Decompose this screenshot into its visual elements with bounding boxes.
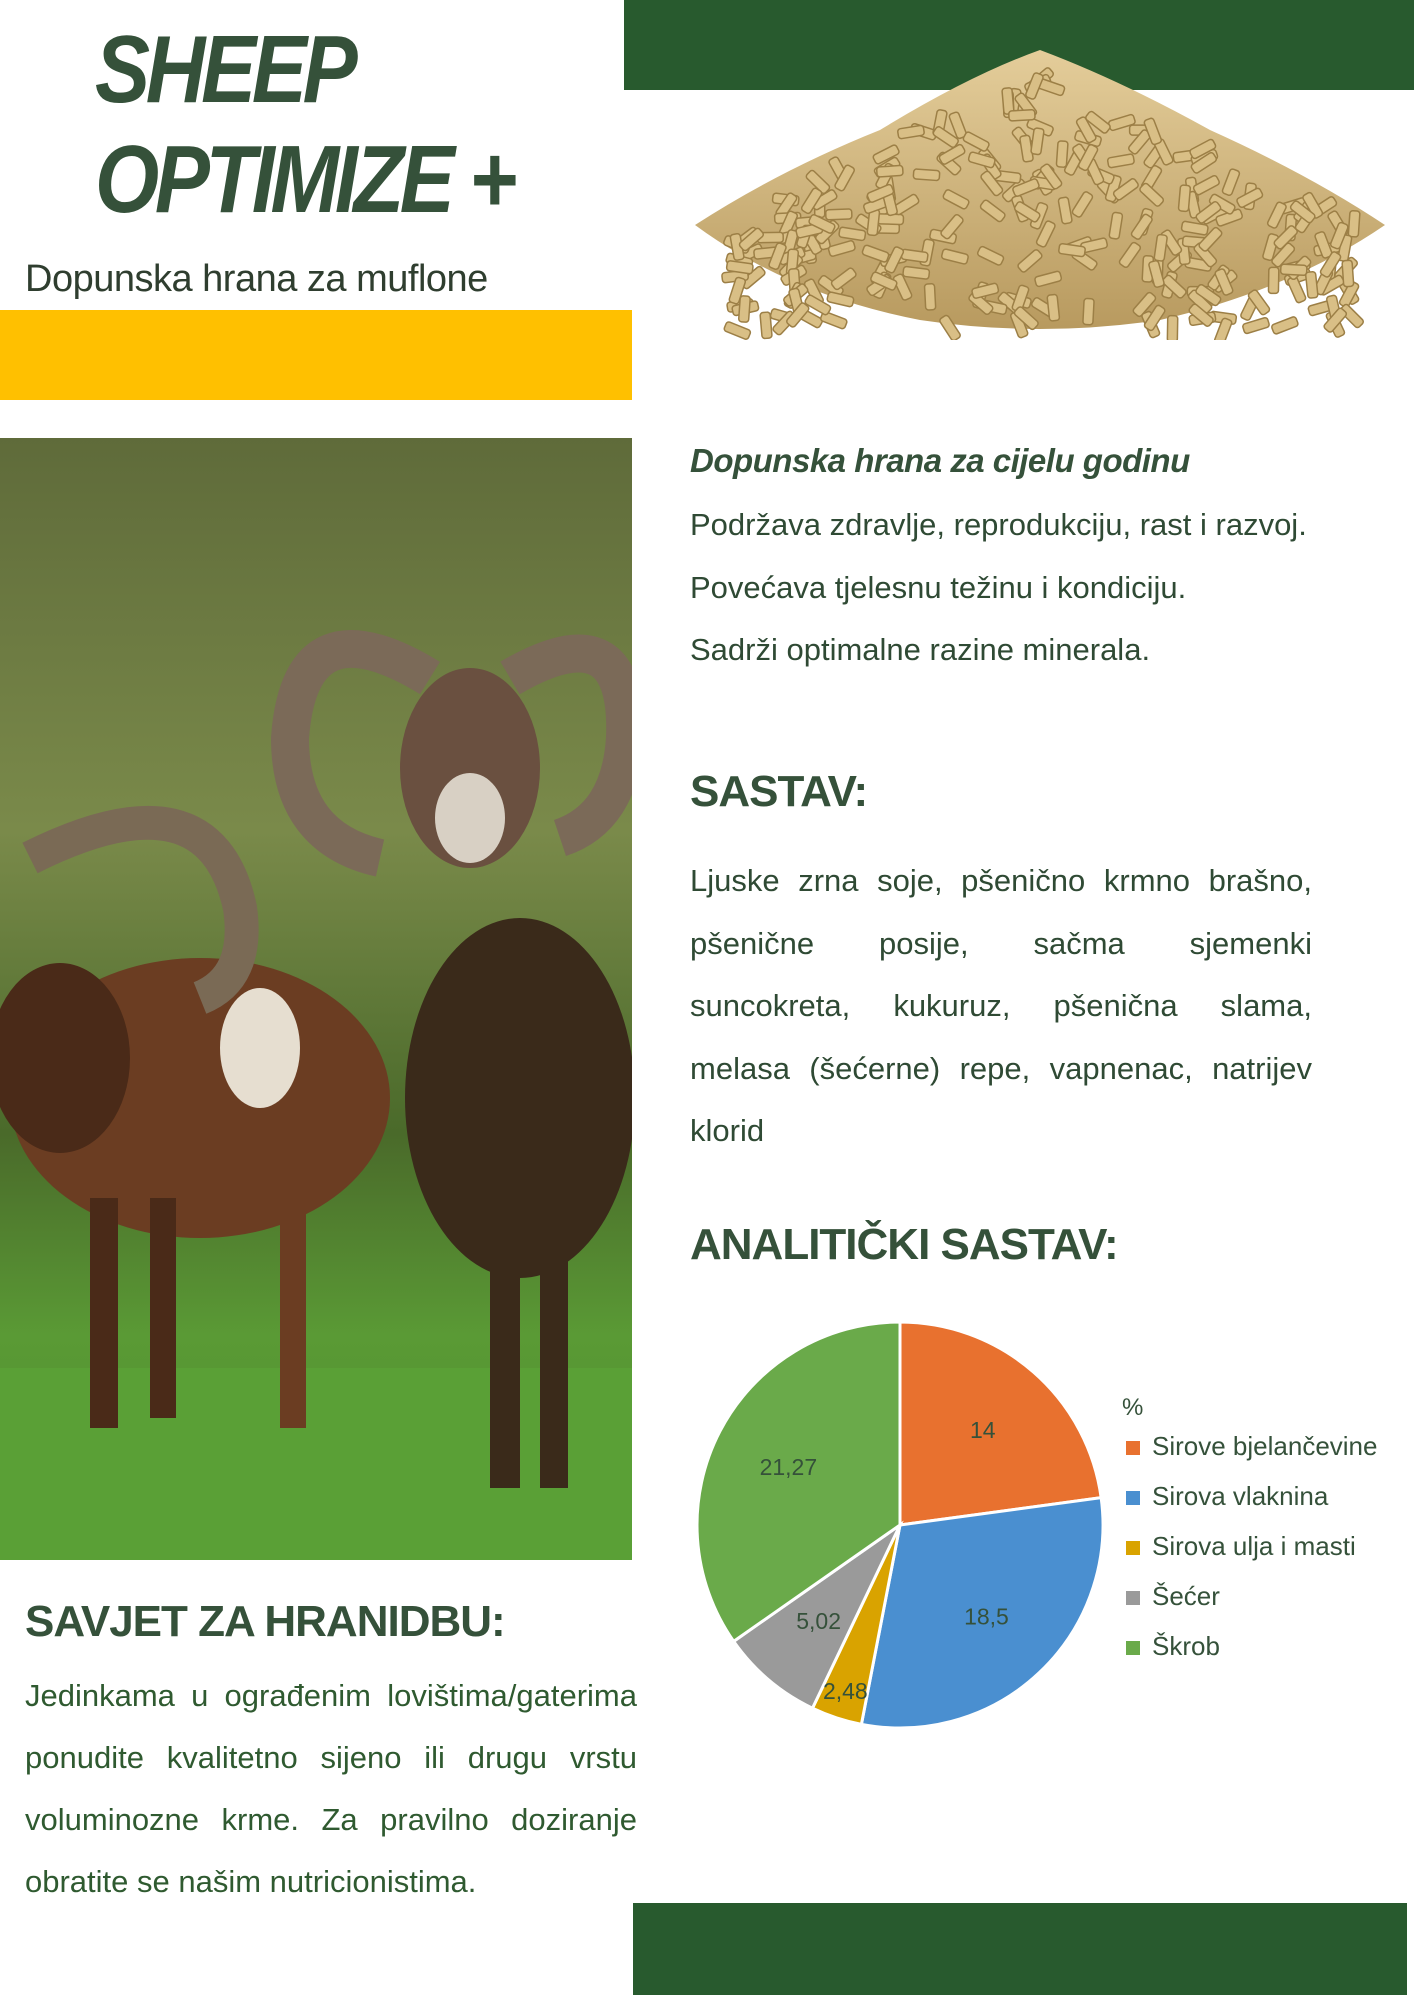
legend-label: Sirova vlaknina [1152,1481,1329,1511]
product-title-line2: OPTIMIZE + [95,126,514,233]
legend-swatch [1126,1641,1140,1655]
benefit-item: Podržava zdravlje, reprodukciju, rast i razvoj. [690,507,1307,542]
pie-data-label: 21,27 [759,1453,818,1480]
pie-slice [900,1322,1101,1525]
legend-label: Sirova ulja i masti [1152,1531,1356,1561]
benefits-heading: Dopunska hrana za cijelu godinu [690,442,1190,479]
composition-heading: SASTAV: [690,767,868,816]
feeding-tips-heading: SAVJET ZA HRANIDBU: [25,1597,505,1646]
legend-label: Šećer [1152,1581,1220,1611]
legend-label: Škrob [1152,1631,1220,1661]
legend-title: % [1122,1394,1144,1421]
legend-swatch [1126,1441,1140,1455]
legend-swatch [1126,1591,1140,1605]
benefit-item: Povećava tjelesnu težinu i kondiciju. [690,570,1187,605]
pie-data-label: 14 [969,1417,996,1444]
pie-data-label: 18,5 [964,1603,1009,1630]
pie-data-label: 2,48 [822,1677,868,1704]
analysis-pie-chart [690,1305,1380,1755]
feed-pellets-image [690,20,1390,340]
legend-label: Sirove bjelančevine [1152,1431,1378,1461]
legend-swatch [1126,1491,1140,1505]
analysis-heading: ANALITIČKI SASTAV: [690,1220,1118,1269]
legend-swatch [1126,1541,1140,1555]
pie-data-label: 5,02 [796,1608,842,1635]
bottom-green-band [633,1903,1407,1995]
product-subtitle: Dopunska hrana za muflone [25,258,488,300]
composition-text: Ljuske zrna soje, pšenično krmno brašno, pšenične posije, sačma sjemenki suncokreta, kukuruz, pšenična slama, melasa (šećerne) repe, vapnenac, natrijev klorid [690,863,1312,1148]
product-title-line1: SHEEP [95,16,354,123]
benefit-item: Sadrži optimalne razine minerala. [690,632,1151,667]
yellow-accent-band [0,310,632,400]
mouflon-photo [0,438,632,1560]
feeding-tips-text: Jedinkama u ograđenim lovištima/gaterima ponudite kvalitetno sijeno ili drugu vrstu voluminozne krme. Za pravilno doziranje obratite se našim nutricionistima. [25,1678,637,1899]
